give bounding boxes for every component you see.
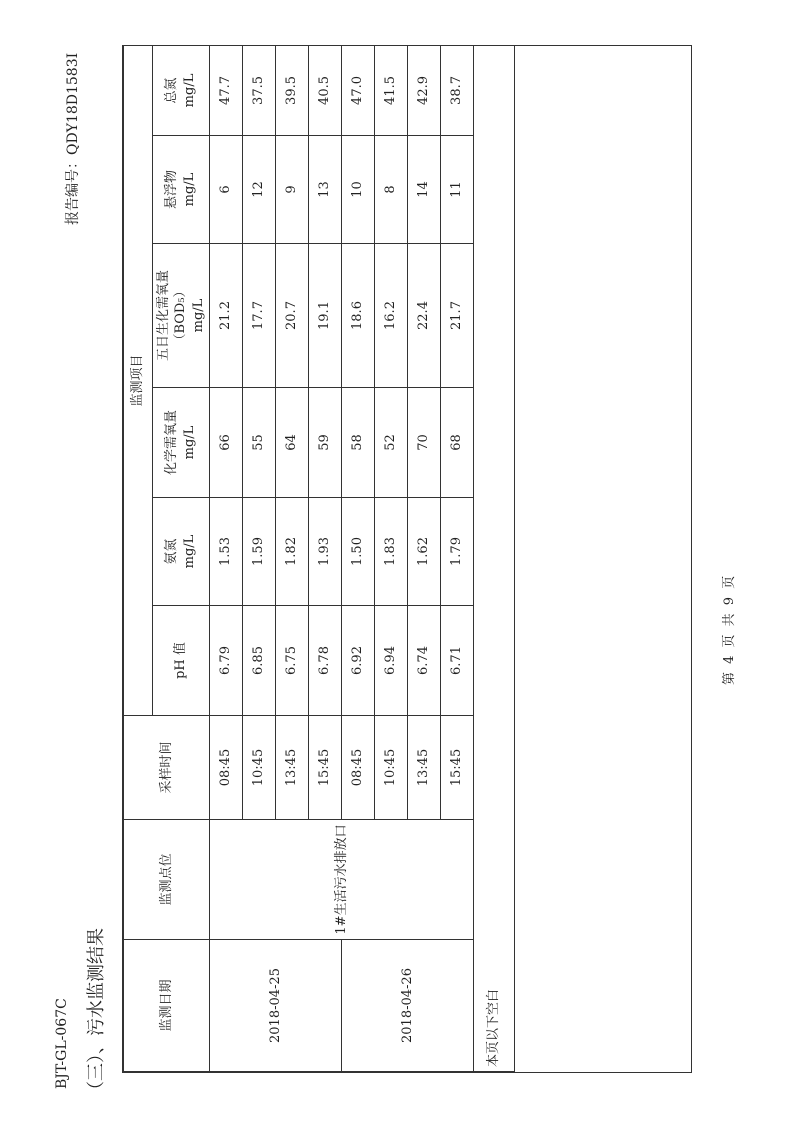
ph-cell: 6.78: [309, 606, 342, 716]
time-cell: 15:45: [309, 716, 342, 820]
bod-cell: 21.2: [210, 244, 243, 388]
section-title: （三）、污水监测结果: [86, 928, 107, 1099]
cod-cell: 52: [375, 388, 408, 498]
tn-label: 总氮: [164, 77, 180, 104]
ss-cell: 10: [342, 136, 375, 244]
nh3-cell: 1.83: [375, 498, 408, 606]
bod-cell: 20.7: [276, 244, 309, 388]
ss-cell: 13: [309, 136, 342, 244]
ss-cell: 11: [441, 136, 474, 244]
report-number: 报告编号：QDY18D1583I: [65, 52, 81, 225]
ss-label: 悬浮物: [164, 170, 180, 210]
ss-cell: 12: [243, 136, 276, 244]
tn-cell: 47.0: [342, 45, 375, 135]
cod-cell: 66: [210, 388, 243, 498]
bod-cell: 22.4: [408, 244, 441, 388]
ss-unit: mg/L: [182, 172, 197, 207]
col-bod-header: [153, 244, 210, 388]
bod-cell: 16.2: [375, 244, 408, 388]
nh3-cell: 1.59: [243, 498, 276, 606]
tn-unit: mg/L: [182, 73, 197, 108]
nh3-cell: 1.50: [342, 498, 375, 606]
tn-cell: 42.9: [408, 45, 441, 135]
bod-label: 五日生化需氧量: [155, 270, 171, 362]
cod-cell: 68: [441, 388, 474, 498]
ph-cell: 6.74: [408, 606, 441, 716]
group-header: 监测项目: [124, 45, 153, 715]
time-cell: 10:45: [243, 716, 276, 820]
time-cell: 13:45: [408, 716, 441, 820]
col-nh3-header: [153, 498, 210, 606]
note-row: [474, 45, 515, 1071]
col-point-header: 监测点位: [124, 820, 210, 940]
nh3-cell: 1.79: [441, 498, 474, 606]
col-date-header: 监测日期: [124, 940, 210, 1072]
time-cell: 13:45: [276, 716, 309, 820]
ss-cell: 6: [210, 136, 243, 244]
date-cell: 2018-04-25: [210, 940, 342, 1072]
cod-cell: 55: [243, 388, 276, 498]
nh3-cell: 1.53: [210, 498, 243, 606]
table-row: [210, 45, 243, 1071]
nh3-cell: 1.82: [276, 498, 309, 606]
cod-cell: 70: [408, 388, 441, 498]
nh3-cell: 1.62: [408, 498, 441, 606]
col-time-header: 采样时间: [124, 716, 210, 820]
bod-unit: mg/L: [190, 298, 206, 333]
col-cod-header: [153, 388, 210, 498]
time-cell: 15:45: [441, 716, 474, 820]
tn-cell: 38.7: [441, 45, 474, 135]
ss-cell: 8: [375, 136, 408, 244]
col-ph-header: pH 值: [153, 606, 210, 716]
date-cell: 2018-04-26: [342, 940, 474, 1072]
ph-cell: 6.71: [441, 606, 474, 716]
time-cell: 08:45: [210, 716, 243, 820]
nh3-label: 氨氮: [164, 538, 180, 565]
ph-cell: 6.75: [276, 606, 309, 716]
cod-cell: 59: [309, 388, 342, 498]
bod-cell: 19.1: [309, 244, 342, 388]
ph-cell: 6.92: [342, 606, 375, 716]
tn-cell: 37.5: [243, 45, 276, 135]
tn-cell: 47.7: [210, 45, 243, 135]
page-number: 第 4 页 共 9 页: [722, 573, 737, 685]
nh3-cell: 1.93: [309, 498, 342, 606]
time-cell: 08:45: [342, 716, 375, 820]
cod-unit: mg/L: [182, 425, 197, 460]
col-tn-header: [153, 45, 210, 135]
ss-cell: 9: [276, 136, 309, 244]
tn-cell: 40.5: [309, 45, 342, 135]
tn-cell: 39.5: [276, 45, 309, 135]
col-ss-header: [153, 136, 210, 244]
header-row-group: [124, 45, 153, 1071]
ph-cell: 6.94: [375, 606, 408, 716]
bod-cell: 18.6: [342, 244, 375, 388]
ph-cell: 6.85: [243, 606, 276, 716]
point-cell: 1#生活污水排放口: [210, 820, 474, 940]
cod-cell: 64: [276, 388, 309, 498]
bod-cell: 21.7: [441, 244, 474, 388]
nh3-unit: mg/L: [182, 534, 197, 569]
ph-cell: 6.79: [210, 606, 243, 716]
cod-cell: 58: [342, 388, 375, 498]
ss-cell: 14: [408, 136, 441, 244]
bod-sub: （BOD₅）: [173, 284, 189, 347]
document-code: BJT-GL-067C: [54, 998, 70, 1089]
cod-label: 化学需氧量: [164, 410, 180, 476]
bod-cell: 17.7: [243, 244, 276, 388]
monitoring-results-table: [122, 45, 692, 1073]
time-cell: 10:45: [375, 716, 408, 820]
blank-note: 本页以下空白: [474, 45, 515, 1071]
table-body: [210, 45, 474, 1071]
tn-cell: 41.5: [375, 45, 408, 135]
